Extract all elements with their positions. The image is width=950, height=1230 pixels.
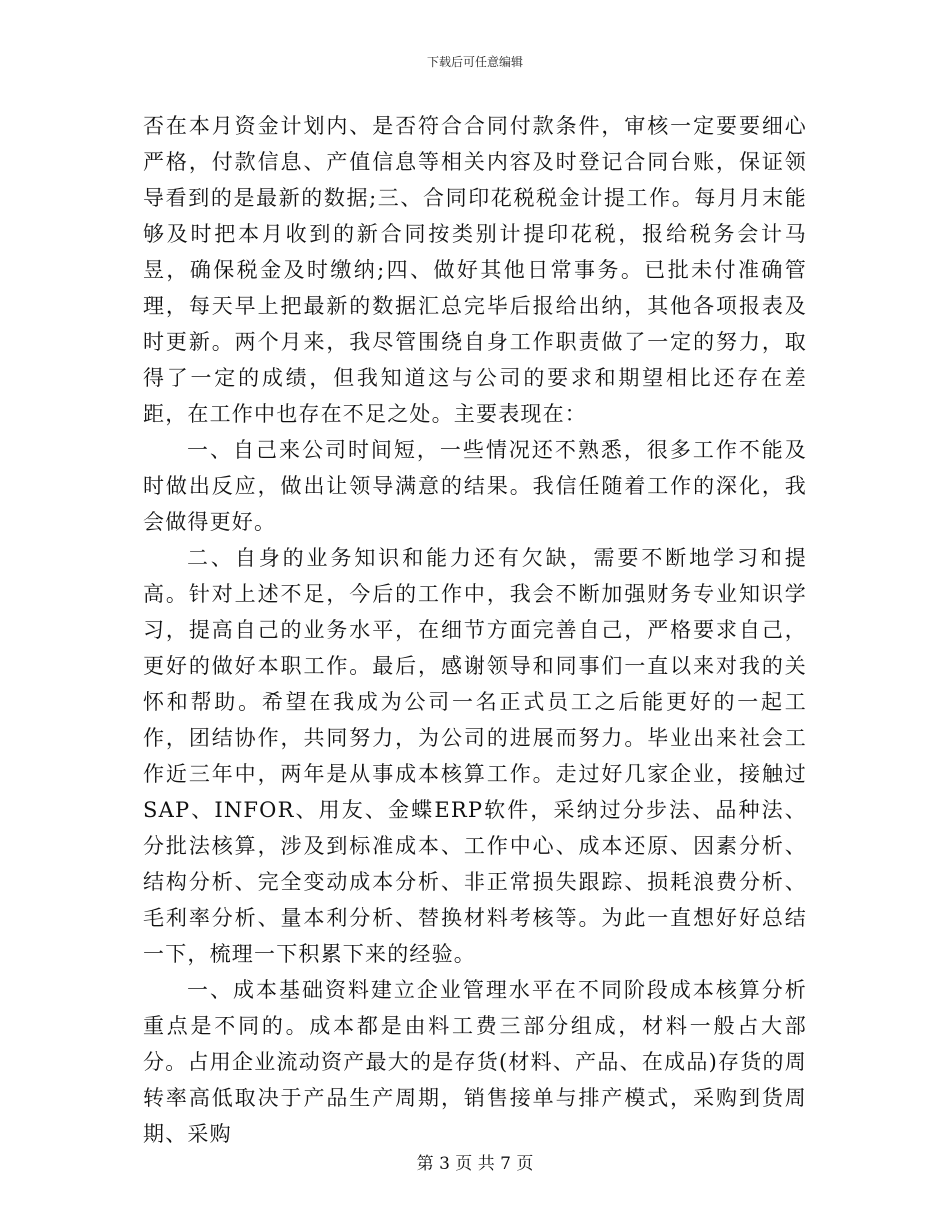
- page-number-footer: 第 3 页 共 7 页: [416, 1154, 534, 1174]
- page-header: 下载后可任意编辑: [426, 55, 523, 69]
- document-body: [143, 108, 807, 1152]
- paragraph-1: 否在本月资金计划内、是否符合合同付款条件，审核一定要要细心严格，付款信息、产值信息等相关内容及时登记合同台账，保证领导看到的是最新的数据;三、合同印花税税金计提工作。每月月末能够及时把本月收到的新合同按类别计提印花税，报给税务会计马昱，确保税金及时缴纳;四、做好其他日常事务。已批未付准确管理，每天早上把最新的数据汇总完毕后报给出纳，其他各项报表及时更新。两个月来，我尽管围绕自身工作职责做了一定的努力，取得了一定的成绩，但我知道这与公司的要求和期望相比还存在差距，在工作中也存在不足之处。主要表现在：: [143, 114, 807, 426]
- paragraph-4: 一、成本基础资料建立企业管理水平在不同阶段成本核算分析重点是不同的。成本都是由料工费三部分组成，材料一般占大部分。占用企业流动资产最大的是存货(材料、产品、在成品)存货的周转率高低取决于产品生产周期，销售接单与排产模式，采购到货周期、采购: [143, 978, 807, 1146]
- paragraph-3: 二、自身的业务知识和能力还有欠缺，需要不断地学习和提高。针对上述不足，今后的工作中，我会不断加强财务专业知识学习，提高自己的业务水平，在细节方面完善自己，严格要求自己，更好的做好本职工作。最后，感谢领导和同事们一直以来对我的关怀和帮助。希望在我成为公司一名正式员工之后能更好的一起工作，团结协作，共同努力，为公司的进展而努力。毕业出来社会工作近三年中，两年是从事成本核算工作。走过好几家企业，接触过SAP、INFOR、用友、金蝶ERP软件，采纳过分步法、品种法、分批法核算，涉及到标准成本、工作中心、成本还原、因素分析、结构分析、完全变动成本分析、非正常损失跟踪、损耗浪费分析、毛利率分析、量本利分析、替换材料考核等。为此一直想好好总结一下，梳理一下积累下来的经验。: [143, 546, 807, 966]
- paragraph-2: 一、自己来公司时间短，一些情况还不熟悉，很多工作不能及时做出反应，做出让领导满意的结果。我信任随着工作的深化，我会做得更好。: [143, 438, 807, 534]
